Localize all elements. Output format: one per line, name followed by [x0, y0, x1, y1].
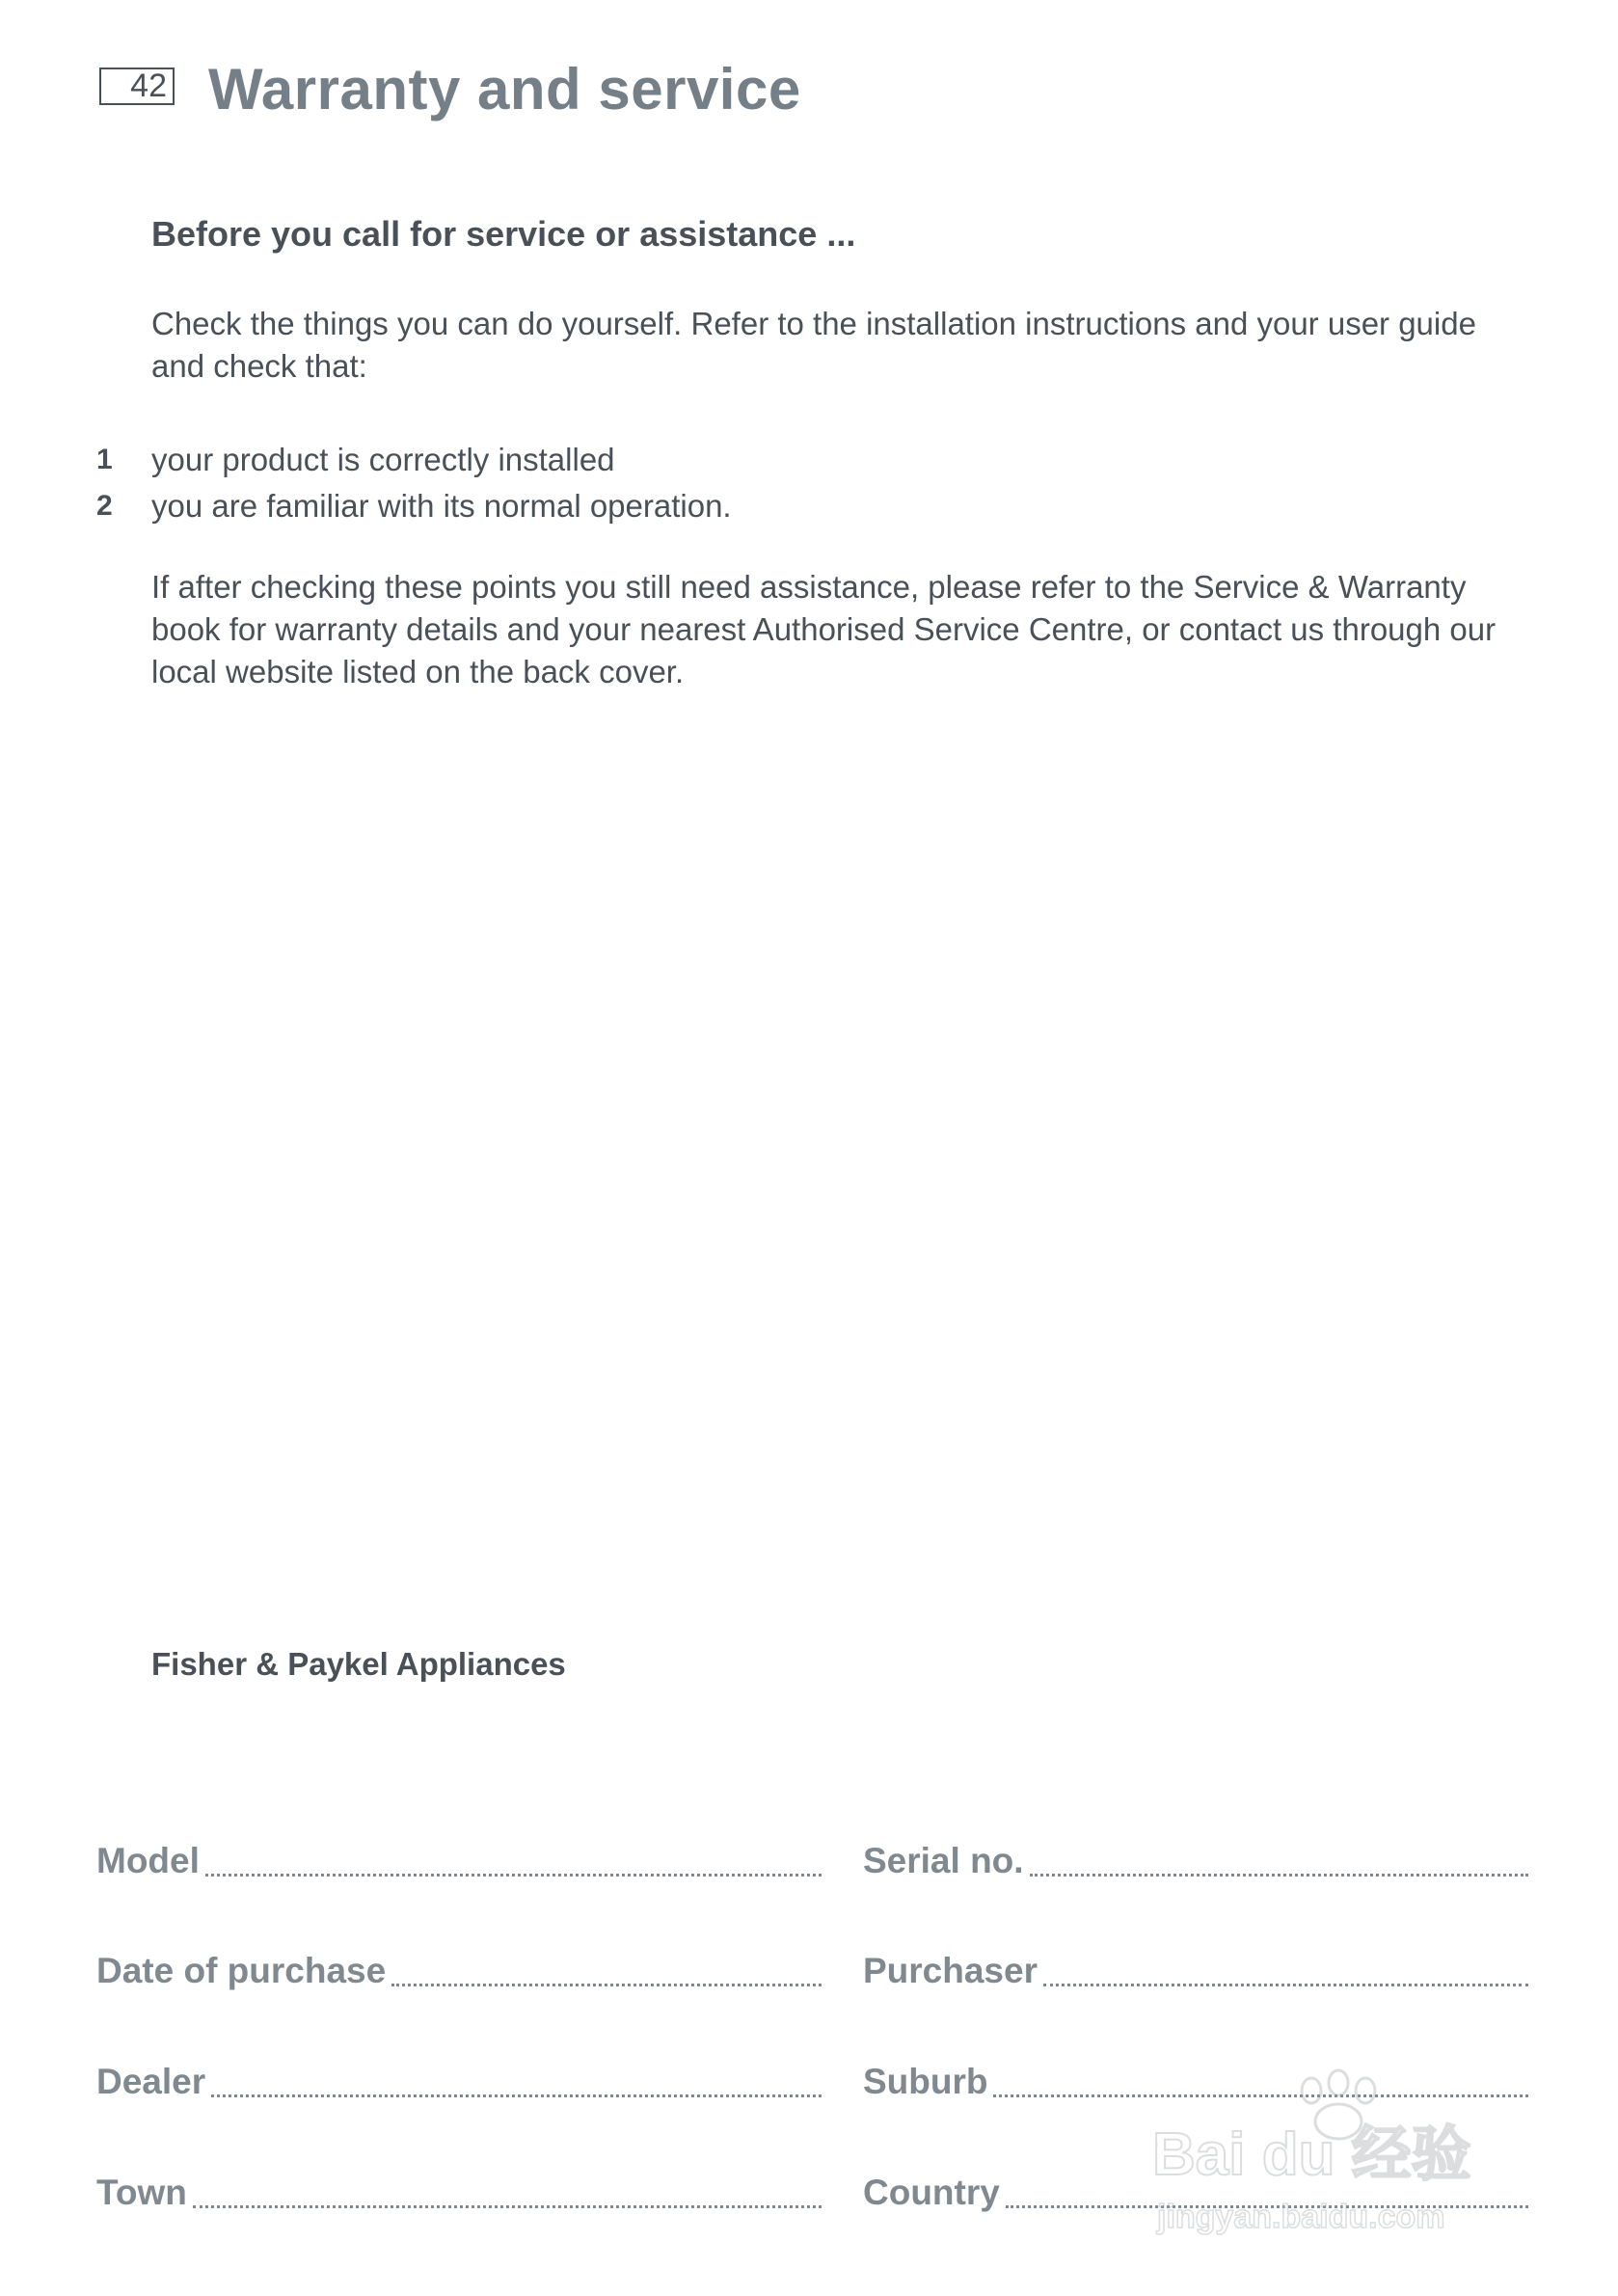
- baidu-watermark: [1147, 2054, 1533, 2247]
- list-item-number: 1: [96, 444, 113, 475]
- paw-icon: [1302, 2078, 1321, 2103]
- date-of-purchase-field[interactable]: [96, 1932, 822, 1990]
- purchaser-dotted-line[interactable]: [1043, 1984, 1528, 1986]
- followup-paragraph: If after checking these points you still need assistance, please refer to the Service & Warranty book for warranty details and your nearest Authorised Service Centre, or contact us through our local website listed on the back cover.: [151, 569, 1497, 689]
- model-label: Model: [96, 1841, 200, 1880]
- purchaser-label: Purchaser: [863, 1951, 1038, 1990]
- serial-dotted-line[interactable]: [1030, 1874, 1528, 1877]
- dealer-label: Dealer: [96, 2062, 206, 2101]
- country-label: Country: [863, 2173, 1000, 2212]
- watermark-url: jingyan.baidu.com: [1157, 2199, 1445, 2235]
- serial-label: Serial no.: [863, 1841, 1024, 1880]
- dealer-dotted-line[interactable]: [211, 2094, 822, 2097]
- page-title: Warranty and service: [208, 57, 801, 122]
- dealer-field[interactable]: [96, 2043, 822, 2101]
- model-dotted-line[interactable]: [205, 1874, 822, 1877]
- town-label: Town: [96, 2173, 187, 2212]
- section-heading: Before you call for service or assistance ...: [151, 214, 856, 254]
- intro-paragraph: Check the things you can do yourself. Refer to the installation instructions and your user guide and check that:: [151, 306, 1476, 384]
- list-item-text: you are familiar with its normal operation.: [151, 488, 732, 524]
- suburb-label: Suburb: [863, 2062, 988, 2101]
- date-of-purchase-label: Date of purchase: [96, 1951, 387, 1990]
- model-field[interactable]: [96, 1823, 822, 1880]
- page-number-box: [99, 68, 175, 105]
- page-number: 42: [130, 68, 167, 104]
- serial-field[interactable]: [863, 1823, 1528, 1880]
- town-dotted-line[interactable]: [193, 2205, 822, 2208]
- town-field[interactable]: [96, 2154, 822, 2212]
- list-item-number: 2: [96, 490, 113, 522]
- date-of-purchase-dotted-line[interactable]: [391, 1984, 822, 1986]
- company-name: Fisher & Paykel Appliances: [151, 1646, 566, 1682]
- purchaser-field[interactable]: [863, 1932, 1528, 1990]
- watermark-brand: Bai du 经验: [1152, 2121, 1471, 2188]
- list-item-text: your product is correctly installed: [151, 442, 615, 477]
